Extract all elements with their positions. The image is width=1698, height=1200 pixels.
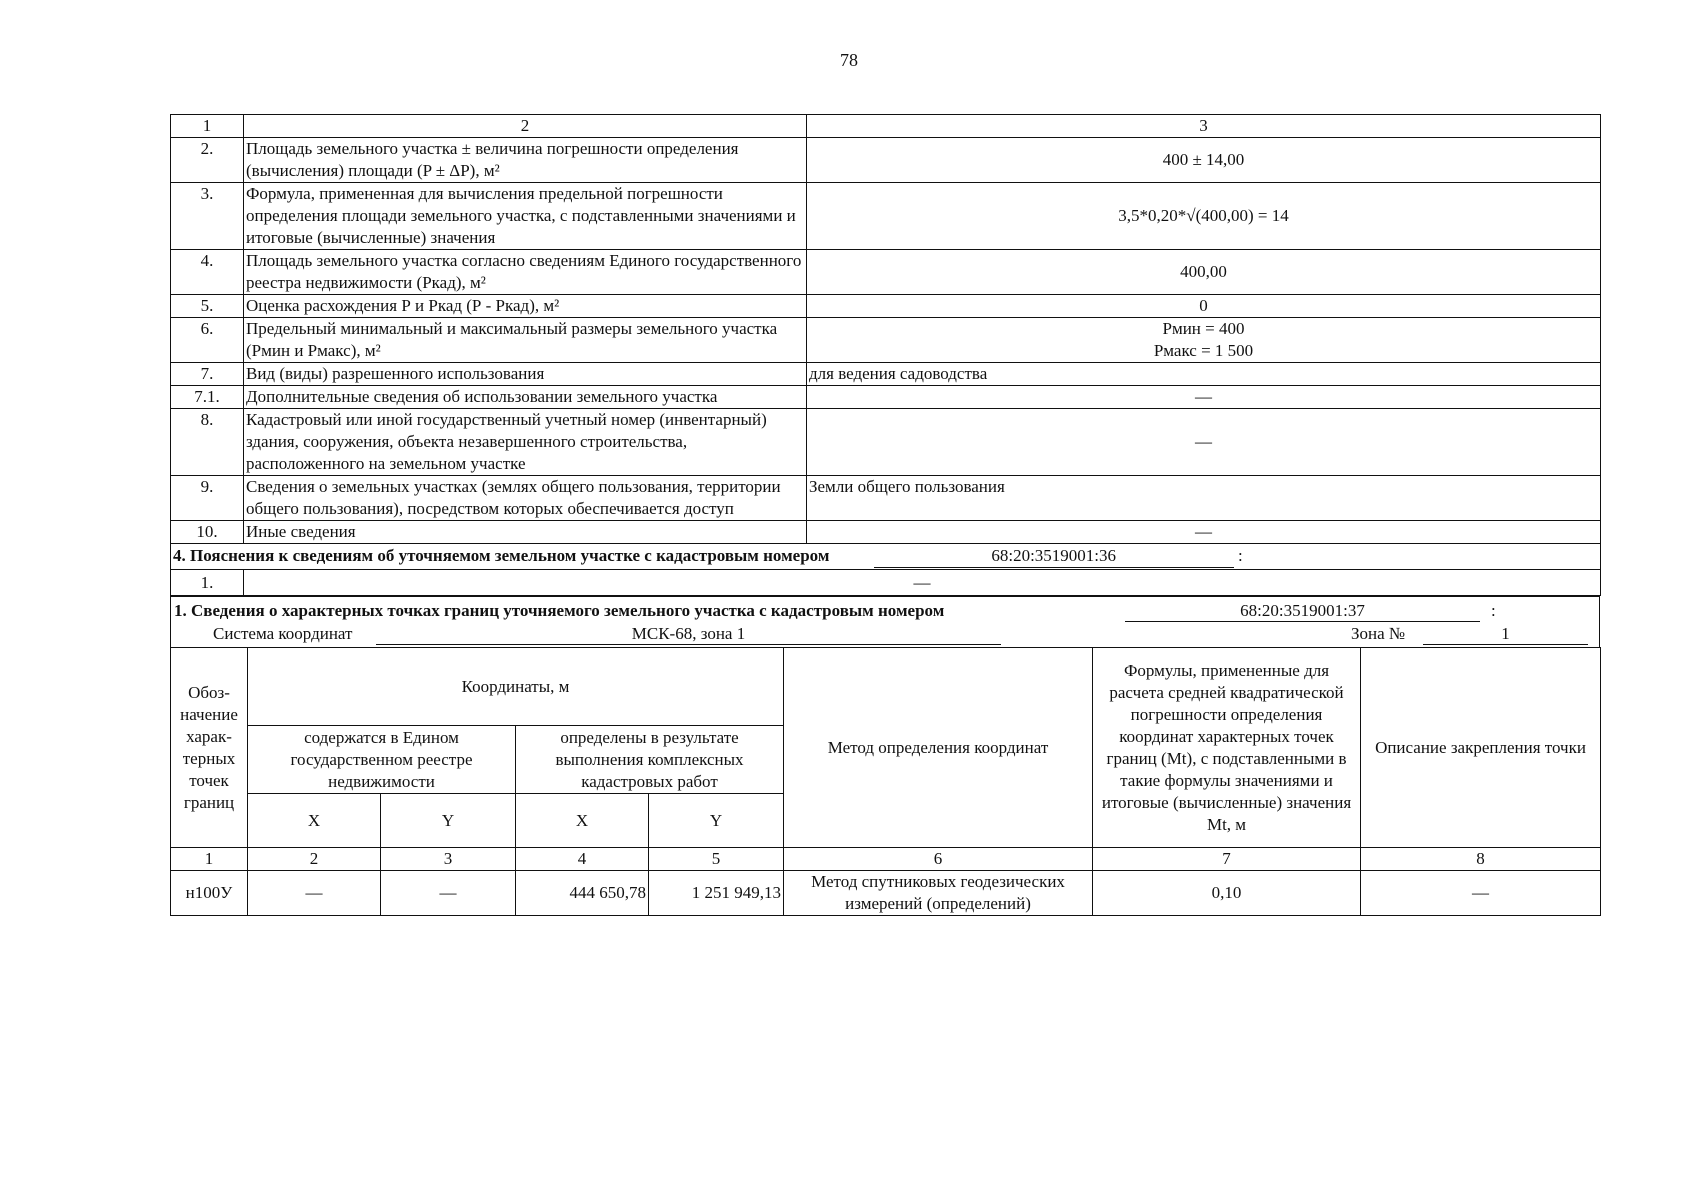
table-header-row — [171, 115, 1601, 138]
section1-cadastral-number: 68:20:3519001:37 — [1125, 601, 1480, 622]
row-number: 4. — [171, 250, 244, 295]
x-new-value: 444 650,78 — [516, 871, 649, 916]
zone-label: Зона № — [1351, 624, 1406, 643]
row-label: Вид (виды) разрешенного использования — [244, 363, 807, 386]
method-value: Метод спутниковых геодезических измерений (определений) — [784, 871, 1093, 916]
designation-header: Обоз-начение харак-терных точек границ — [171, 648, 248, 848]
x-header: X — [516, 794, 649, 848]
column-number: 1 — [171, 848, 248, 871]
column-number: 4 — [516, 848, 649, 871]
column-number: 5 — [649, 848, 784, 871]
description-header: Описание закрепления точки — [1361, 648, 1601, 848]
method-header: Метод определения координат — [784, 648, 1093, 848]
section4-title-row — [171, 544, 1601, 570]
row-number: 9. — [171, 476, 244, 521]
section4-cadastral-number: 68:20:3519001:36 — [874, 545, 1234, 568]
row-number: 8. — [171, 409, 244, 476]
area-info-table — [170, 114, 1601, 544]
coord-system-value: МСК-68, зона 1 — [376, 624, 1001, 645]
coordinates-header: Координаты, м — [248, 648, 784, 726]
row-label: Предельный минимальный и максимальный размеры земельного участка (Рмин и Рмакс), м² — [244, 318, 807, 363]
row-value: — — [807, 409, 1601, 476]
table-row — [171, 570, 1601, 596]
document-sheet — [170, 114, 1600, 916]
row-number: 2. — [171, 138, 244, 183]
row-value — [807, 318, 1601, 363]
row-number: 3. — [171, 183, 244, 250]
table-row — [171, 295, 1601, 318]
row-number: 10. — [171, 521, 244, 544]
table-row — [171, 476, 1601, 521]
x-egrn-value: — — [248, 871, 381, 916]
table-row — [171, 138, 1601, 183]
row-label: Площадь земельного участка ± величина погрешности определения (вычисления) площади (P ± ΔP), м² — [244, 138, 807, 183]
table-row — [171, 183, 1601, 250]
section4-title: 4. Пояснения к сведениям об уточняемом земельном участке с кадастровым номером — [173, 546, 830, 565]
header-cell: 2 — [244, 115, 807, 138]
row-label: Площадь земельного участка согласно сведениям Единого государственного реестра недвижимости (Ркад), м² — [244, 250, 807, 295]
row-label: Оценка расхождения Р и Ркад (Р - Ркад), м² — [244, 295, 807, 318]
column-number: 3 — [381, 848, 516, 871]
row-number: 5. — [171, 295, 244, 318]
row-label: Формула, примененная для вычисления предельной погрешности определения площади земельного участка, с подставленными значениями и итоговые (вычисленные) значения — [244, 183, 807, 250]
y-new-value: 1 251 949,13 — [649, 871, 784, 916]
table-row — [171, 386, 1601, 409]
zone-value: 1 — [1423, 624, 1588, 645]
row-value: Земли общего пользования — [807, 476, 1601, 521]
row-value: — — [807, 521, 1601, 544]
row-value: для ведения садоводства — [807, 363, 1601, 386]
coordinates-table — [170, 647, 1601, 916]
row-value: 400,00 — [807, 250, 1601, 295]
y-egrn-value: — — [381, 871, 516, 916]
egrn-header: содержатся в Едином государственном реестре недвижимости — [248, 726, 516, 794]
row-label: Сведения о земельных участках (землях общего пользования, территории общего пользования), посредством которых обеспечивается доступ — [244, 476, 807, 521]
row-label: Дополнительные сведения об использовании земельного участка — [244, 386, 807, 409]
header-cell: 1 — [171, 115, 244, 138]
row-number: 6. — [171, 318, 244, 363]
column-number: 8 — [1361, 848, 1601, 871]
section1-header — [170, 596, 1600, 647]
table-row — [171, 363, 1601, 386]
header-cell: 3 — [807, 115, 1601, 138]
column-number: 7 — [1093, 848, 1361, 871]
row-value: — — [244, 570, 1601, 596]
section4-colon: : — [1237, 546, 1243, 565]
max-size-value: Рмакс = 1 500 — [1153, 341, 1254, 360]
row-number: 7. — [171, 363, 244, 386]
x-header: X — [248, 794, 381, 848]
column-number: 2 — [248, 848, 381, 871]
description-value: — — [1361, 871, 1601, 916]
table-row — [171, 871, 1601, 916]
row-value: — — [807, 386, 1601, 409]
result-header: определены в результате выполнения комплексных кадастровых работ — [516, 726, 784, 794]
mt-value: 0,10 — [1093, 871, 1361, 916]
coord-system-label: Система координат — [213, 624, 353, 643]
point-designation: н100У — [171, 871, 248, 916]
table-row — [171, 521, 1601, 544]
formulas-header: Формулы, примененные для расчета средней квадратической погрешности определения координат характерных точек границ (Mt), с подставленными в такие формулы значениями и итоговые (вычисленные) значения Mt, м — [1093, 648, 1361, 848]
row-label: Иные сведения — [244, 521, 807, 544]
section1-colon: : — [1491, 601, 1496, 620]
table-row — [171, 318, 1601, 363]
min-size-value: Рмин = 400 — [1162, 319, 1245, 338]
row-value: 0 — [807, 295, 1601, 318]
column-number: 6 — [784, 848, 1093, 871]
column-number-row — [171, 848, 1601, 871]
row-value: 400 ± 14,00 — [807, 138, 1601, 183]
row-value: 3,5*0,20*√(400,00) = 14 — [807, 183, 1601, 250]
y-header: Y — [649, 794, 784, 848]
table-row — [171, 409, 1601, 476]
section1-title: 1. Сведения о характерных точках границ уточняемого земельного участка с кадастровым номером — [174, 601, 945, 620]
section4-table — [170, 544, 1601, 596]
row-number: 1. — [171, 570, 244, 596]
row-number: 7.1. — [171, 386, 244, 409]
table-row — [171, 250, 1601, 295]
row-label: Кадастровый или иной государственный учетный номер (инвентарный) здания, сооружения, объекта незавершенного строительства, расположенного на земельном участке — [244, 409, 807, 476]
y-header: Y — [381, 794, 516, 848]
page-number: 78 — [840, 50, 858, 70]
